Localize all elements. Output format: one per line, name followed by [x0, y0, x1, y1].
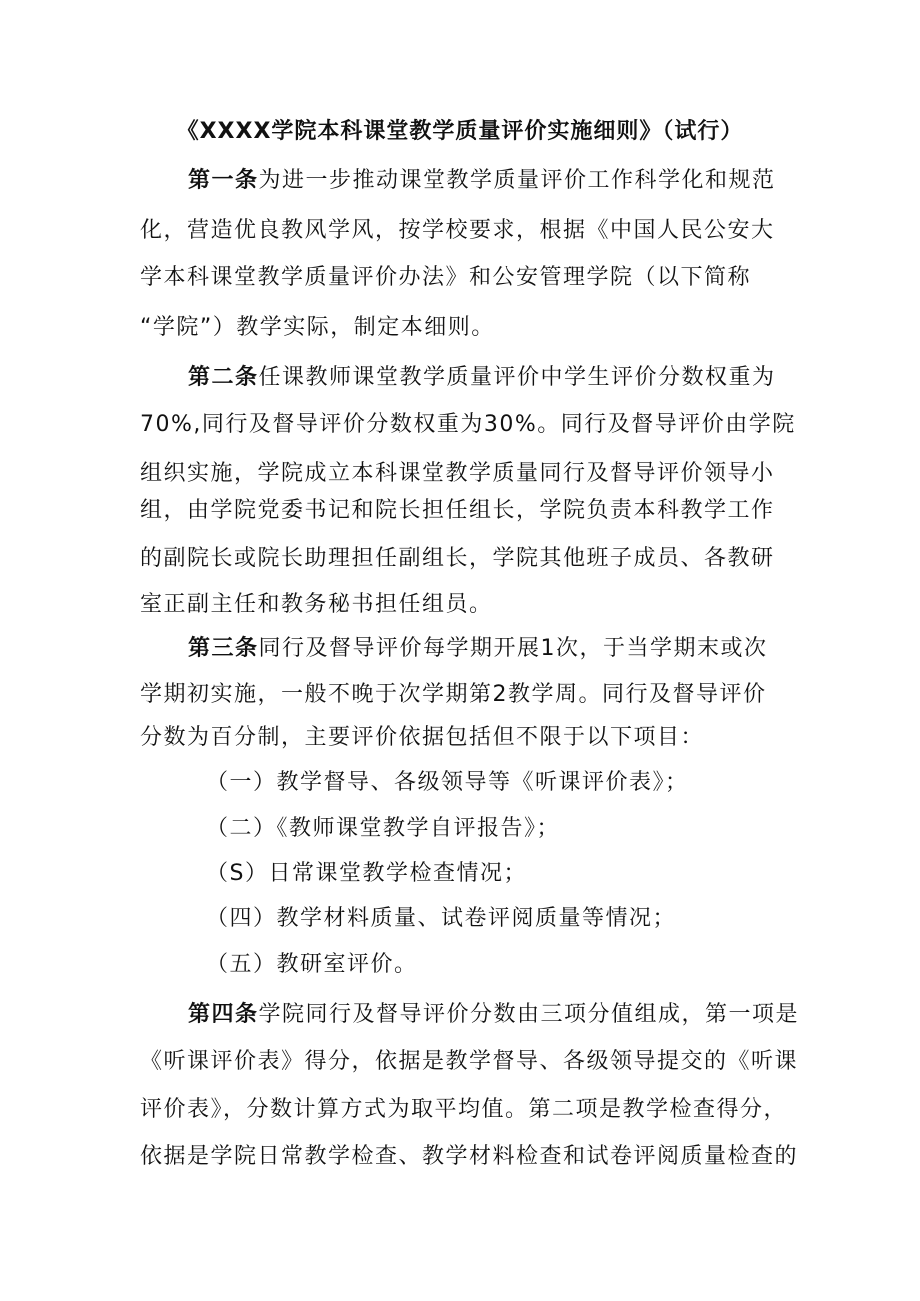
article-1-line-3: 学本科课堂教学质量评价办法》和公安管理学院（以下简称 — [140, 265, 752, 290]
article-4-line-1 — [188, 1000, 828, 1030]
list-item: （S）日常课堂教学检查情况； — [206, 861, 527, 886]
article-2-line-5: 的副院长或院长助理担任副组长，学院其他班子成员、各教研 — [140, 546, 775, 571]
article-4-line-2: 《听课评价表》得分，依据是教学督导、各级领导提交的《听课 — [140, 1049, 799, 1074]
article-3-line-1 — [188, 634, 828, 664]
article-2-heading: 第二条 — [188, 365, 259, 390]
article-4-text: 学院同行及督导评价分数由三项分值组成，第一项是 — [258, 1002, 800, 1027]
article-2-line-3: 组织实施，学院成立本科课堂教学质量同行及督导评价领导小 — [140, 461, 775, 486]
document-title: 《XXXX学院本科课堂教学质量评价实施细则》（试行） — [176, 119, 744, 144]
list-item: （四）教学材料质量、试卷评阅质量等情况； — [206, 906, 677, 931]
article-2-line-2: 70%,同行及督导评价分数权重为30%。同行及督导评价由学院 — [140, 412, 796, 437]
article-1-line-4: “学院”）教学实际，制定本细则。 — [140, 315, 495, 340]
article-3-heading: 第三条 — [188, 636, 259, 661]
list-item: （二）《教师课堂教学自评报告》； — [206, 816, 561, 841]
article-2-text: 任课教师课堂教学质量评价中学生评价分数权重为 — [258, 365, 776, 390]
article-3-line-2: 学期初实施，一般不晚于次学期第2教学周。同行及督导评价 — [140, 682, 767, 707]
article-2-line-1 — [188, 363, 828, 393]
article-4-line-3: 评价表》，分数计算方式为取平均值。第二项是教学检查得分， — [140, 1097, 788, 1122]
article-4-line-4: 依据是学院日常教学检查、教学材料检查和试卷评阅质量检查的 — [140, 1144, 799, 1169]
article-3-line-3: 分数为百分制，主要评价依据包括但不限于以下项目： — [140, 725, 705, 750]
article-4-heading: 第四条 — [188, 1002, 259, 1027]
article-1-text: 为进一步推动课堂教学质量评价工作科学化和规范 — [258, 168, 776, 193]
list-item: （一）教学督导、各级领导等《听课评价表》； — [206, 770, 689, 795]
article-2-line-4: 组，由学院党委书记和院长担任组长，学院负责本科教学工作 — [140, 498, 775, 523]
article-2-line-6: 室正副主任和教务秘书担任组员。 — [140, 592, 493, 617]
article-1-heading: 第一条 — [188, 168, 259, 193]
article-1-line-2: 化，营造优良教风学风，按学校要求，根据《中国人民公安大 — [140, 218, 775, 243]
article-1-line-1 — [188, 166, 828, 196]
article-3-text: 同行及督导评价每学期开展1次，于当学期末或次 — [258, 636, 768, 661]
list-item: （五）教研室评价。 — [206, 952, 418, 977]
